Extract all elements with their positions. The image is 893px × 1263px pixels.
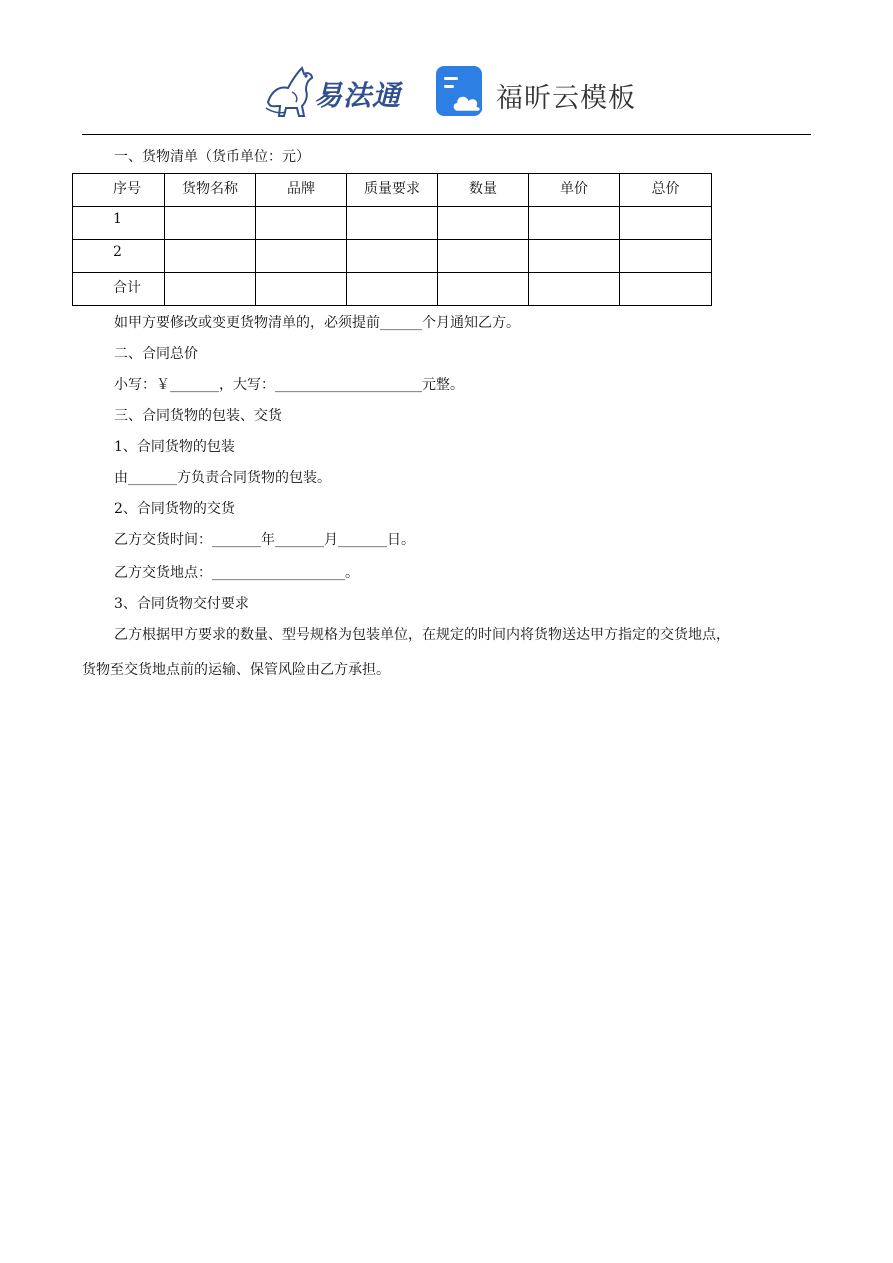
page-header (0, 60, 893, 124)
section3-title: 三、合同货物的包装、交货 (114, 408, 282, 424)
table-cell (620, 273, 712, 306)
table-cell (165, 207, 256, 240)
table-header-row (73, 174, 712, 207)
header-cell: 品牌 (256, 174, 347, 207)
fuxin-logo-text: 福昕云模板 (496, 83, 636, 114)
table-cell (529, 273, 620, 306)
table-cell (347, 240, 438, 273)
table-cell (438, 273, 529, 306)
table-cell (529, 240, 620, 273)
table-row (73, 207, 712, 240)
header-cell: 货物名称 (165, 174, 256, 207)
table-cell (347, 273, 438, 306)
table-cell (620, 207, 712, 240)
table-cell (529, 207, 620, 240)
table-cell: 1 (73, 207, 165, 240)
section2-title: 二、合同总价 (114, 346, 198, 362)
delivery-place-line: 乙方交货地点：___________________。 (114, 565, 359, 581)
yifatong-logo-text: 易法通 (314, 79, 402, 112)
goods-list-table (72, 173, 712, 306)
contract-amount-line: 小写：￥_______，大写：_____________________元整。 (114, 377, 464, 393)
table-cell (438, 207, 529, 240)
table-cell (165, 240, 256, 273)
delivery-time-line: 乙方交货时间：_______年_______月_______日。 (114, 532, 415, 548)
table-cell (256, 207, 347, 240)
table-total-row (73, 273, 712, 306)
table-cell (165, 273, 256, 306)
delivery-requirement-line1: 乙方根据甲方要求的数量、型号规格为包装单位，在规定的时间内将货物送达甲方指定的交货地点， (114, 627, 730, 643)
table-cell (256, 240, 347, 273)
packaging-text: 由_______方负责合同货物的包装。 (114, 470, 331, 486)
table-cell (620, 240, 712, 273)
goods-change-note: 如甲方要修改或变更货物清单的，必须提前______个月通知乙方。 (114, 315, 520, 331)
fuxin-cloud-template-logo (436, 64, 636, 120)
header-cell: 总价 (620, 174, 712, 207)
delivery-subtitle: 2、合同货物的交货 (114, 501, 235, 517)
header-divider (82, 134, 811, 135)
delivery-requirement-subtitle: 3、合同货物交付要求 (114, 596, 249, 612)
table-cell: 2 (73, 240, 165, 273)
yifatong-logo (262, 62, 412, 120)
header-cell: 质量要求 (347, 174, 438, 207)
packaging-subtitle: 1、合同货物的包装 (114, 439, 235, 455)
header-cell: 序号 (73, 174, 165, 207)
cloud-document-icon (436, 64, 488, 118)
table-cell (438, 240, 529, 273)
table-row (73, 240, 712, 273)
delivery-requirement-line2: 货物至交货地点前的运输、保管风险由乙方承担。 (82, 662, 390, 678)
header-cell: 数量 (438, 174, 529, 207)
section1-title: 一、货物清单（货币单位：元） (114, 149, 310, 165)
table-cell (347, 207, 438, 240)
table-cell (256, 273, 347, 306)
table-cell: 合计 (73, 273, 165, 306)
header-cell: 单价 (529, 174, 620, 207)
qilin-icon (262, 62, 318, 120)
